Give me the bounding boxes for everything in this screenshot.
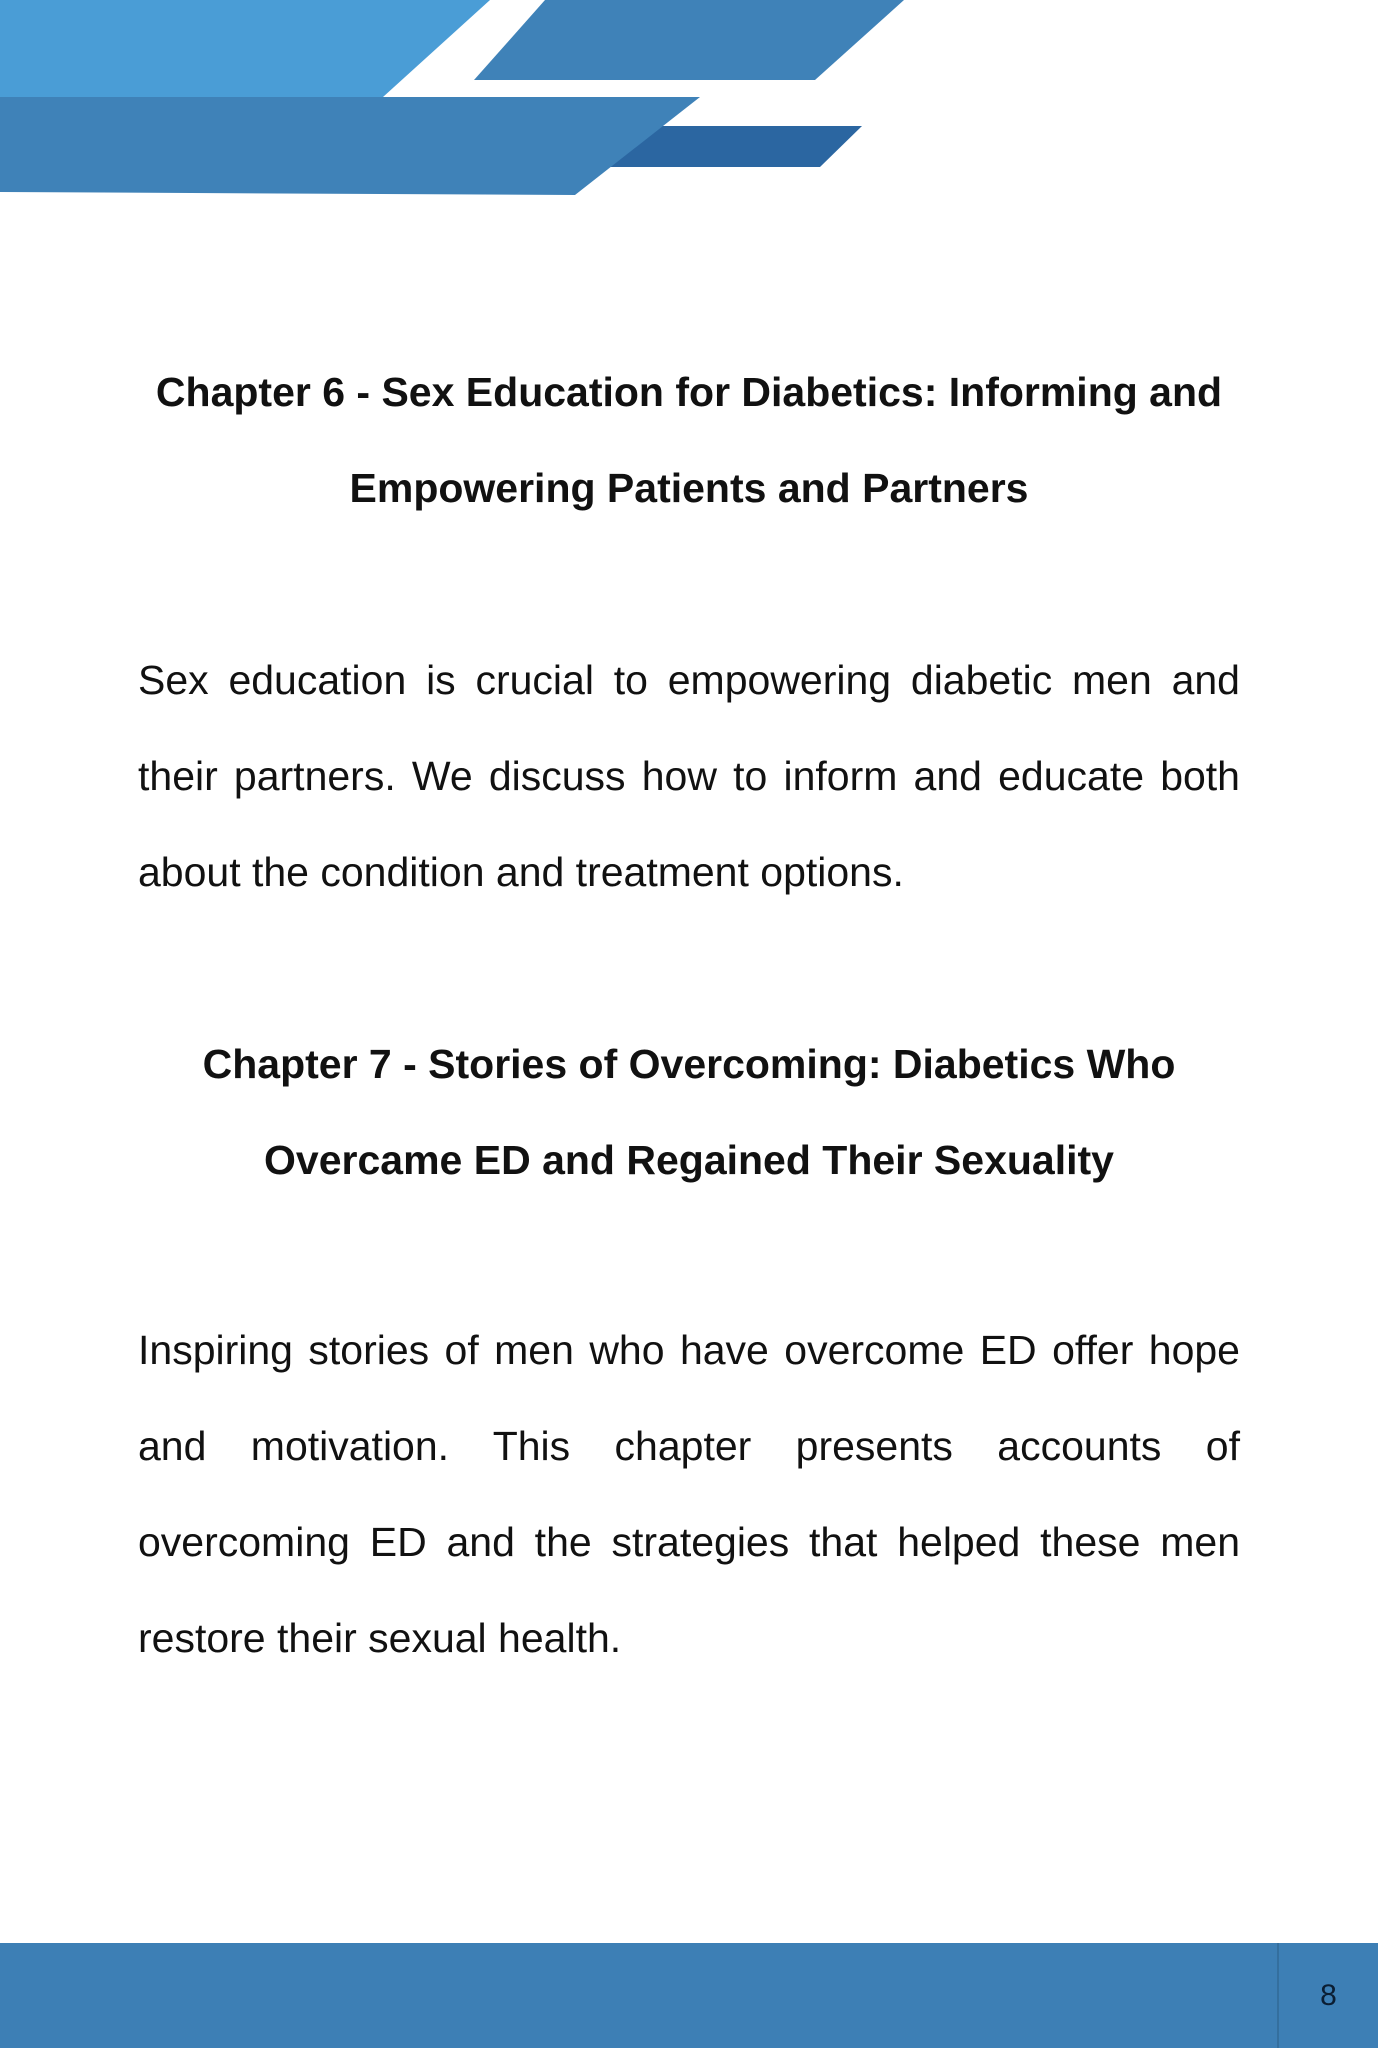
page-number: 8 bbox=[1320, 1979, 1337, 2012]
header-stripe-main bbox=[0, 97, 700, 195]
chapter-6-title: Chapter 6 - Sex Education for Diabetics: Informing and Empowering Patients and Partners bbox=[155, 369, 1223, 511]
header-decoration bbox=[0, 0, 1378, 200]
header-stripe-light bbox=[0, 0, 490, 97]
chapter-7-title: Chapter 7 - Stories of Overcoming: Diabetics Who Overcame ED and Regained Their Sexuality bbox=[202, 1041, 1176, 1183]
footer-bar bbox=[0, 1943, 1378, 2048]
header-stripe-upper-right bbox=[474, 0, 904, 80]
chapter-7-body: Inspiring stories of men who have overcome ED offer hope and motivation. This chapter presents accounts of overcoming ED and the strategies that helped these men restore their sexual health. bbox=[138, 1327, 1240, 1661]
chapter-6-body: Sex education is crucial to empowering diabetic men and their partners. We discuss how to inform and educate both about the condition and treatment options. bbox=[138, 657, 1240, 895]
